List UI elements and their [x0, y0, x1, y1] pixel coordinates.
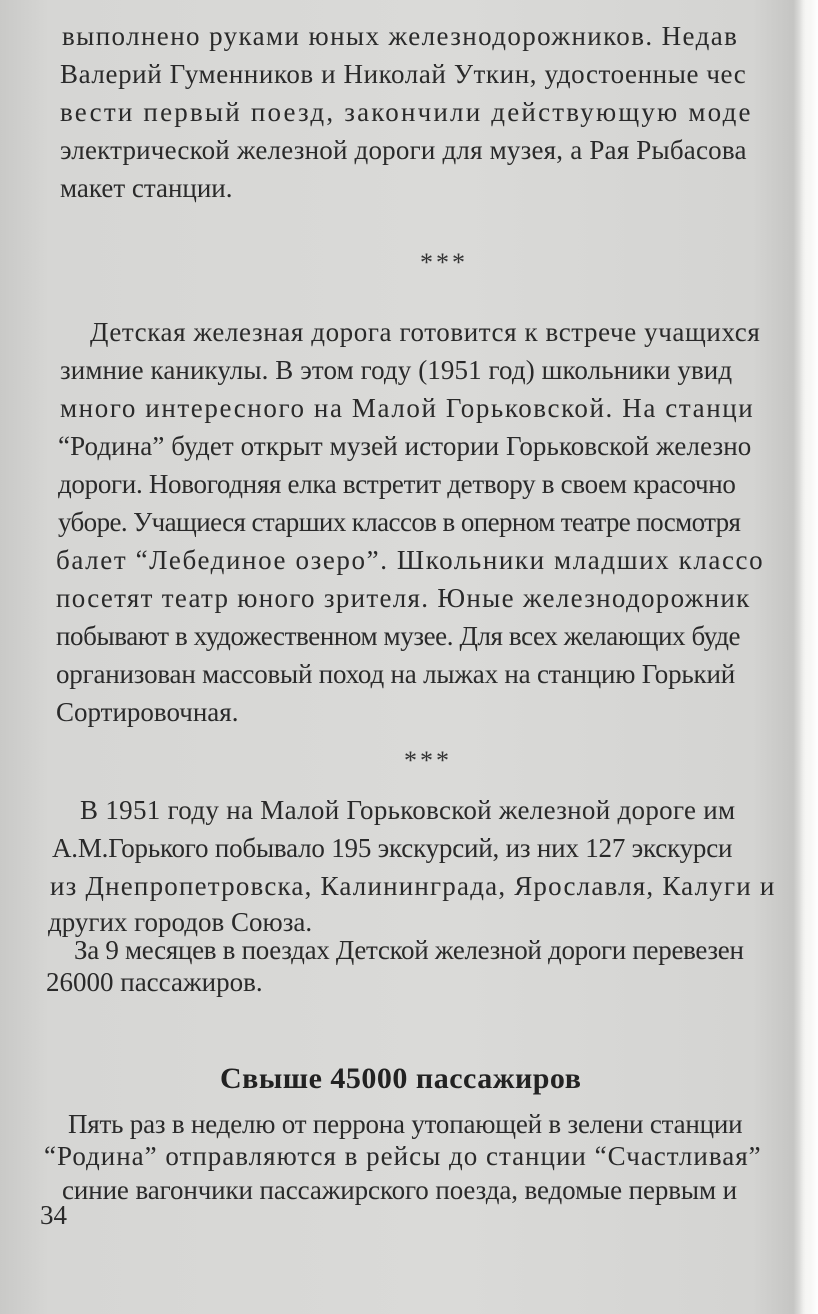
text-line: Валерий Гуменников и Николай Уткин, удостоенные чес	[60, 59, 747, 89]
text-line: дороги. Новогодняя елка встретит детвору в своем красочно	[58, 469, 736, 499]
text-line: А.М.Горького побывало 195 экскурсий, из них 127 экскурси	[52, 833, 733, 863]
text-line: “Родина” отправляются в рейсы до станции “Счастливая”	[44, 1141, 762, 1171]
text-line: Пять раз в неделю от перрона утопающей в зелени станции	[68, 1109, 743, 1139]
text-line: балет “Лебединое озеро”. Школьники младших классо	[56, 545, 765, 575]
text-line: зимние каникулы. В этом году (1951 год) школьники увид	[60, 355, 733, 385]
text-line: 26000 пассажиров.	[46, 967, 263, 997]
page-edge	[800, 0, 818, 1314]
text-line: В 1951 году на Малой Горьковской железной дороге им	[80, 795, 736, 825]
text-line: много интересного на Малой Горьковской. На станци	[60, 393, 755, 423]
text-line: побывают в художественном музее. Для всех желающих буде	[56, 621, 741, 651]
page-number: 34	[40, 1200, 67, 1230]
text-line: синие вагончики пассажирского поезда, ведомые первым и	[62, 1175, 737, 1205]
text-line: из Днепропетровска, Калининграда, Ярославля, Калуги и	[50, 871, 776, 901]
text-line: уборе. Учащиеся старших классов в оперном театре посмотря	[58, 507, 741, 537]
section-heading: Свыше 45000 пассажиров	[220, 1062, 582, 1095]
text-line: вести первый поезд, закончили действующую моде	[60, 97, 753, 127]
section-separator: ***	[420, 248, 468, 277]
text-line: организован массовый поход на лыжах на станцию Горький	[56, 659, 735, 689]
text-line: посетят театр юного зрителя. Юные железнодорожник	[56, 583, 751, 613]
text-line: выполнено руками юных железнодорожников. Недав	[62, 21, 739, 51]
text-line: Детская железная дорога готовится к встрече учащихся	[90, 317, 761, 347]
section-separator: ***	[404, 746, 452, 775]
text-line: За 9 месяцев в поездах Детской железной дороги перевезен	[74, 935, 744, 965]
text-line: электрической железной дороги для музея, а Рая Рыбасова	[60, 135, 747, 165]
text-line: других городов Союза.	[48, 907, 313, 937]
text-line: Сортировочная.	[56, 697, 239, 727]
text-line: “Родина” будет открыт музей истории Горьковской железно	[58, 431, 752, 461]
text-line: макет станции.	[60, 173, 233, 203]
